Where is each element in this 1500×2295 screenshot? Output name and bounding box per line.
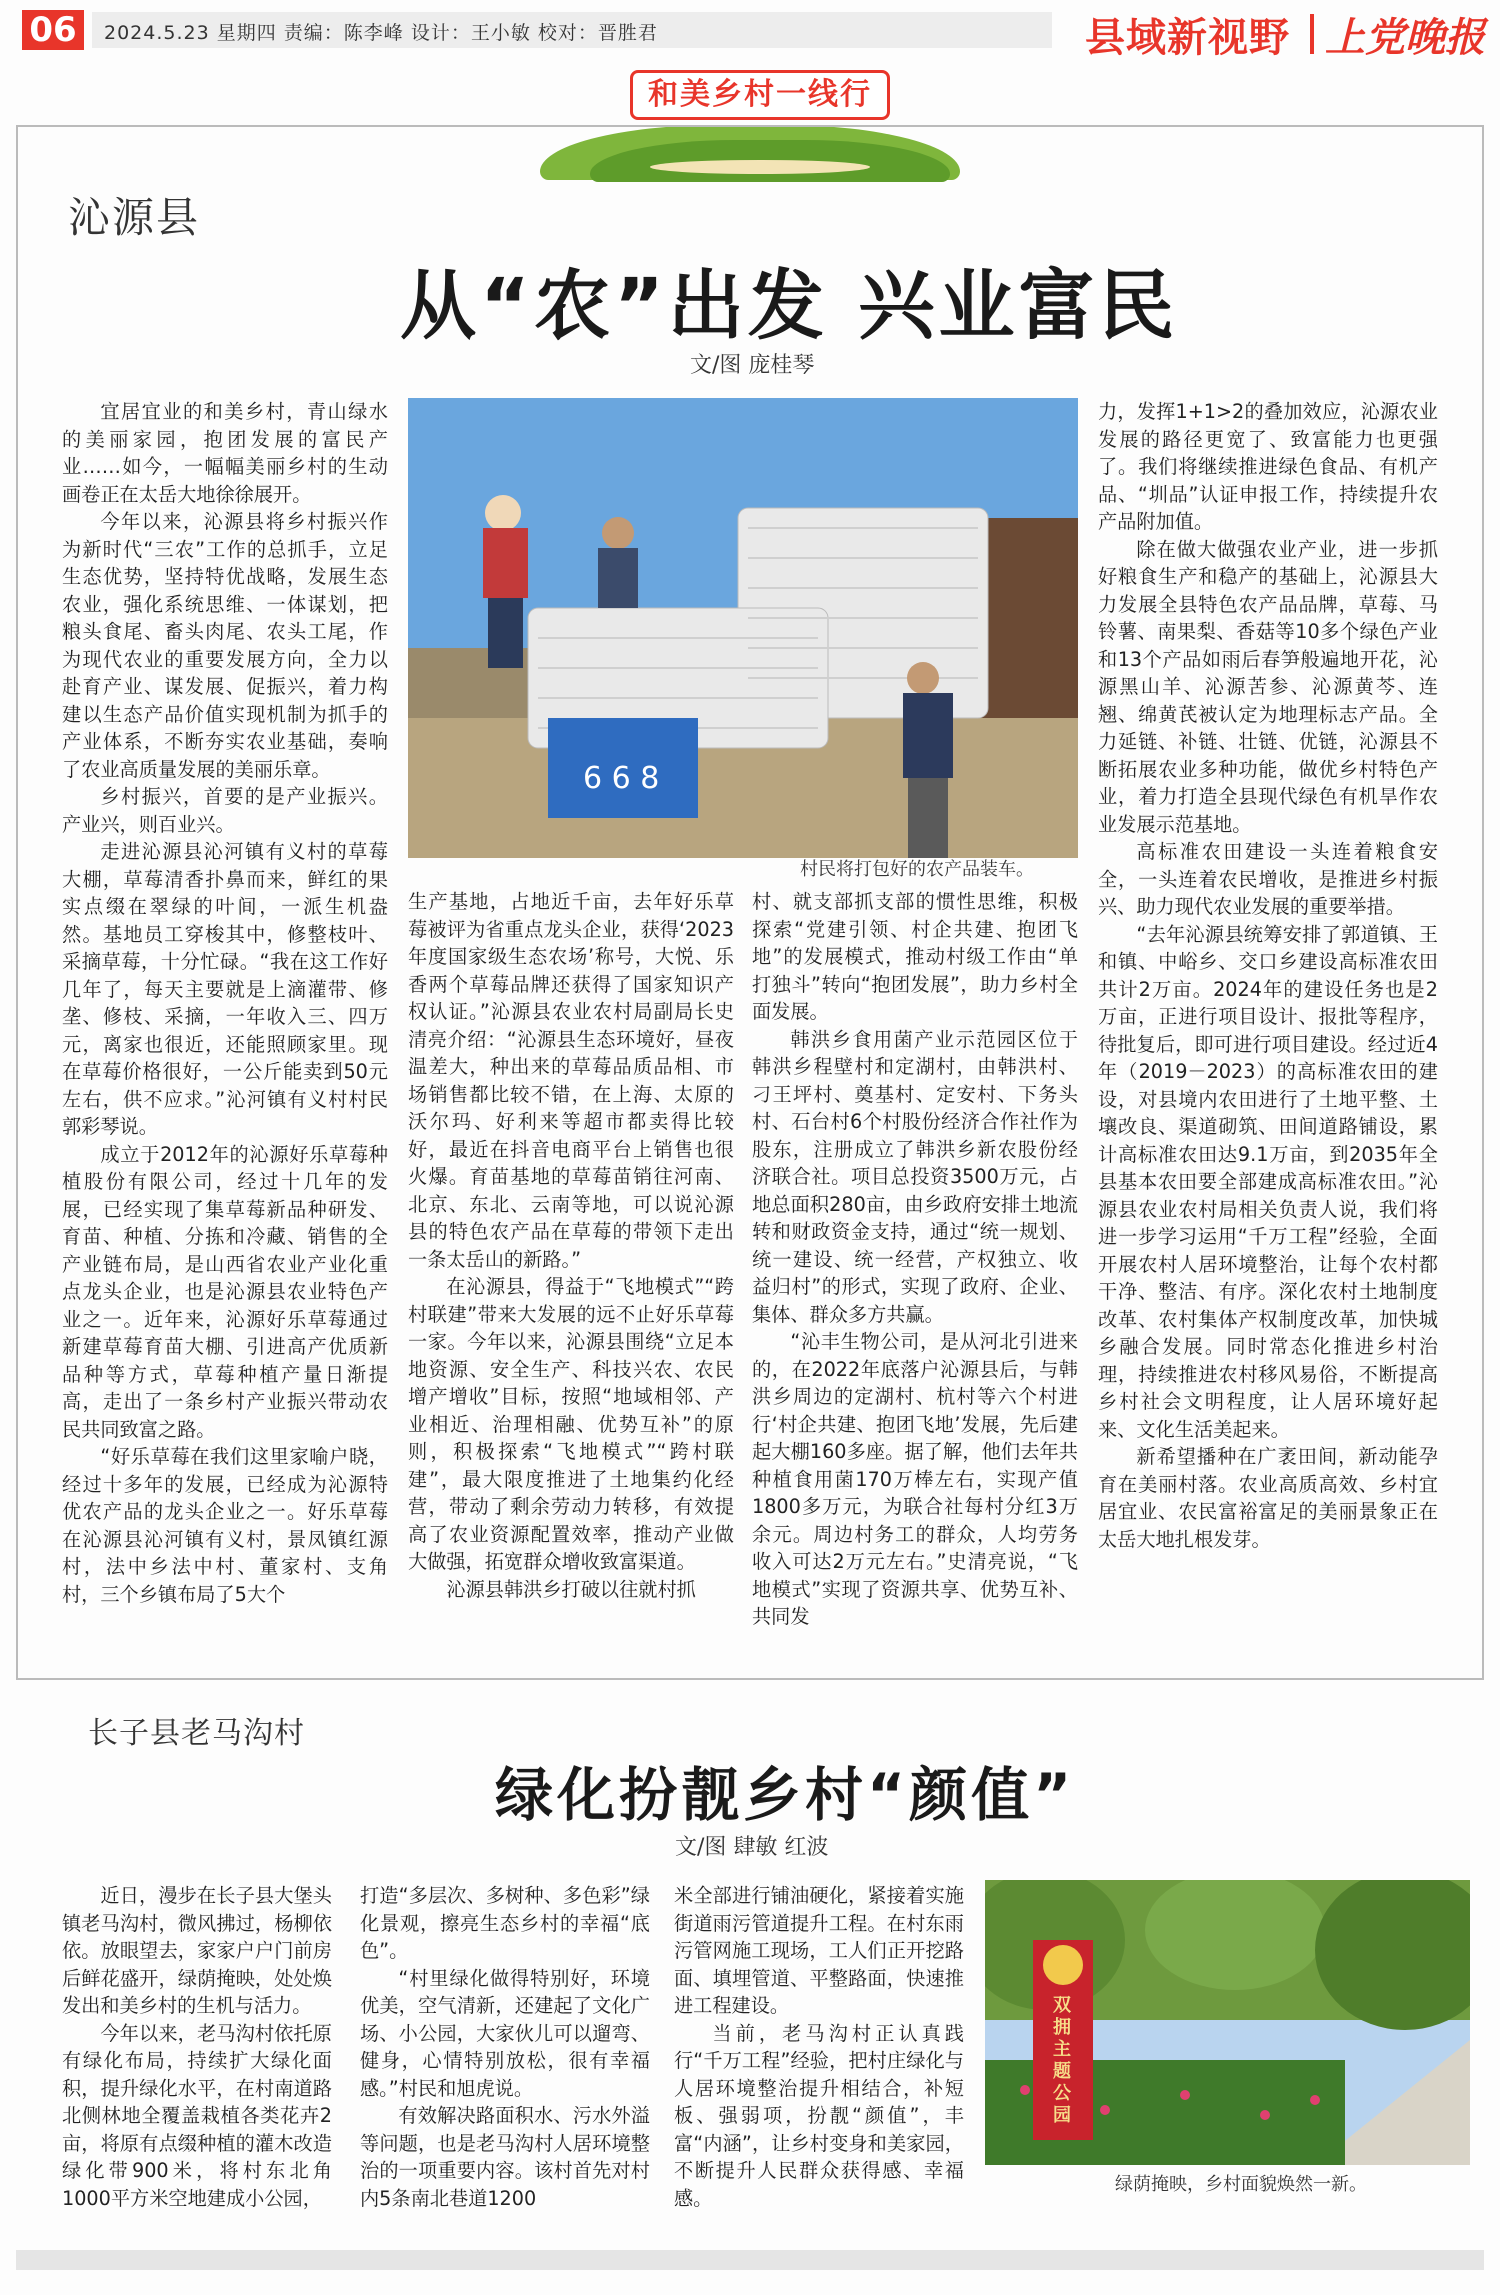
- paragraph: 在沁源县，得益于“飞地模式”“跨村联建”带来大发展的远不止好乐草莓一家。今年以来，沁源县围绕“立足本地资源、安全生产、科技兴农、农民增产增收”目标，按照“地域相邻、产业相近、治理相融、优势互补”的原则，积极探索“飞地模式”“跨村联建”，最大限度推进了土地集约化经营，带动了剩余劳动力转移，有效提高了农业资源配置效率，推动产业做大做强，拓宽群众增收致富渠道。: [408, 1275, 734, 1573]
- paragraph: 除在做大做强农业产业，进一步抓好粮食生产和稳产的基础上，沁源县大力发展全县特色农产品品牌，草莓、马铃薯、南果梨、香菇等10多个绿色产业和13个产品如雨后春笋般遍地开花，沁源黑山羊、沁源苦参、沁源黄芩、连翘、绵黄芪被认定为地理标志产品。全力延链、补链、壮链、优链，沁源县不断拓展农业多种功能，做优乡村特色产业，着力打造全县现代绿色有机旱作农业发展示范基地。: [1098, 537, 1438, 836]
- article1-column-1: [62, 398, 388, 1608]
- paragraph: 打造“多层次、多树种、多色彩”绿化景观，擦亮生态乡村的幸福“底色”。: [360, 1884, 650, 1962]
- page-number: 06: [22, 10, 84, 50]
- paragraph: 村、就支部抓支部的惯性思维，积极探索“党建引领、村企共建、抱团飞地”的发展模式，推动村级工作由“单打独斗”转向“抱团发展”，助力乡村全面发展。: [752, 890, 1078, 1023]
- article2-subtitle: 长子县老马沟村: [88, 1716, 305, 1751]
- article1-headline: 从“农”出发 兴业富民: [400, 261, 1179, 350]
- paragraph: 成立于2012年的沁源好乐草莓种植股份有限公司，经过十几年的发展，已经实现了集草莓新品种研发、育苗、种植、分拣和冷藏、销售的全产业链布局，是山西省农业产业化重点龙头企业，也是沁源县农业特色产业之一。近年来，沁源好乐草莓通过新建草莓育苗大棚、引进高产优质新品种等方式，草莓种植产量日渐提高，走出了一条乡村产业振兴带动农民共同致富之路。: [62, 1142, 388, 1441]
- paragraph: 力，发挥1+1>2的叠加效应，沁源农业发展的路径更宽了、致富能力也更强了。我们将继续推进绿色食品、有机产品、“圳品”认证申报工作，持续提升农产品附加值。: [1098, 400, 1438, 533]
- paragraph: “去年沁源县统筹安排了郭道镇、王和镇、中峪乡、交口乡建设高标准农田共计2万亩。2024年的建设任务也是2万亩，正进行项目设计、报批等程序，待批复后，即可进行项目建设。经过近4年（2019－2023）的高标准农田的建设，对县境内农田进行了土地平整、土壤改良、渠道砌筑、田间道路铺设，累计高标准农田达9.1万亩，到2035年全县基本农田要全部建成高标准农田。”沁源县农业农村局相关负责人说，我们将进一步学习运用“千万工程”经验，全面开展农村人居环境整治，让每个农村都干净、整洁、有序。深化农村土地制度改革、农村集体产权制度改革，加快城乡融合发展。同时常态化推进乡村治理，持续推进农村移风易俗，不断提高乡村社会文明程度，让人居环境好起来、文化生活美起来。: [1098, 922, 1438, 1441]
- paragraph: 韩洪乡食用菌产业示范园区位于韩洪乡程壁村和定湖村，由韩洪村、刁王坪村、奠基村、定安村、下务头村、石台村6个村股份经济合作社作为股东，注册成立了韩洪乡新农股份经济联合社。项目总投资3500万元，占地总面积280亩，由乡政府安排土地流转和财政资金支持，通过“统一规划、统一建设、统一经营，产权独立、收益归村”的形式，实现了政府、企业、集体、群众多方共赢。: [752, 1027, 1078, 1326]
- article2-headline: 绿化扮靓乡村“颜值”: [495, 1761, 1076, 1829]
- paragraph: 高标准农田建设一头连着粮食安全，一头连着农民增收，是推进乡村振兴、助力现代农业发展的重要举措。: [1098, 840, 1438, 918]
- paragraph: 有效解决路面积水、污水外溢等问题，也是老马沟村人居环境整治的一项重要内容。该村首先对村内5条南北巷道1200: [360, 2104, 650, 2210]
- article2-column-3: [674, 1882, 964, 2212]
- banner-label: 和美乡村一线行: [630, 70, 890, 120]
- paragraph: 近日，漫步在长子县大堡头镇老马沟村，微风拂过，杨柳依依。放眼望去，家家户户门前房后鲜花盛开，绿荫掩映，处处焕发出和美乡村的生机与活力。: [62, 1884, 332, 2017]
- paragraph: 乡村振兴，首要的是产业振兴。产业兴，则百业兴。: [62, 785, 388, 836]
- paragraph: “好乐草莓在我们这里家喻户晓，经过十多年的发展，已经成为沁源特优农产品的龙头企业之一。好乐草莓在沁源县沁河镇有义村，景凤镇红源村，法中乡法中村、董家村、支角村，三个乡镇布局了5大个: [62, 1445, 388, 1606]
- article1-column-2: [408, 888, 734, 1603]
- page-header: [0, 0, 1500, 70]
- newspaper-logo: 上党晚报: [1325, 14, 1485, 61]
- header-meta: 2024.5.23 星期四 责编：陈李峰 设计：王小敏 校对：晋胜君: [104, 22, 658, 44]
- article1-column-3: [752, 888, 1078, 1631]
- article2-column-2: [360, 1882, 650, 2212]
- article2-photo-caption: 绿荫掩映，乡村面貌焕然一新。: [1115, 2174, 1367, 2195]
- paragraph: 今年以来，老马沟村依托原有绿化布局，持续扩大绿化面积，提升绿化水平，在村南道路北侧林地全覆盖栽植各类花卉2亩，将原有点缀种植的灌木改造绿化带900米，将村东北角1000平方米空地建成小公园，: [62, 2021, 332, 2210]
- paragraph: 沁源县韩洪乡打破以往就村抓: [446, 1577, 696, 1601]
- paragraph: 走进沁源县沁河镇有义村的草莓大棚，草莓清香扑鼻而来，鲜红的果实点缀在翠绿的叶间，一派生机盎然。基地员工穿梭其中，修整枝叶、采摘草莓，十分忙碌。“我在这工作好几年了，每天主要就是上滴灌带、修垄、修枝、采摘，一年收入三、四万元，离家也很近，还能照顾家里。现在草莓价格很好，一公斤能卖到50元左右，供不应求。”沁河镇有义村村民郭彩琴说。: [62, 840, 388, 1138]
- paragraph: 今年以来，沁源县将乡村振兴作为新时代“三农”工作的总抓手，立足生态优势，坚持特优战略，发展生态农业，强化系统思维、一体谋划，把粮头食尾、畜头肉尾、农头工尾，作为现代农业的重要发展方向，全力以赴育产业、谋发展、促振兴，着力构建以生态产品价值实现机制为抓手的产业体系，不断夯实农业基础，奏响了农业高质量发展的美丽乐章。: [62, 510, 388, 781]
- paragraph: 生产基地，占地近千亩，去年好乐草莓被评为省重点龙头企业，获得‘2023年度国家级生态农场’称号，大悦、乐香两个草莓品牌还获得了国家知识产权认证。”沁源县农业农村局副局长史清亮介绍：“沁源县生态环境好，昼夜温差大，种出来的草莓品质品相、市场销售都比较不错，在上海、太原的沃尔玛、好利来等超市都卖得比较好，最近在抖音电商平台上销售也很火爆。育苗基地的草莓苗销往河南、北京、东北、云南等地，可以说沁源县的特色农产品在草莓的带领下走出一条太岳山的新路。”: [408, 890, 734, 1271]
- paragraph: 新希望播种在广袤田间，新动能孕育在美丽村落。农业高质高效、乡村宜居宜业、农民富裕富足的美丽景象正在太岳大地扎根发芽。: [1098, 1445, 1438, 1551]
- article2-byline: 文/图 肆敏 红波: [675, 1835, 829, 1860]
- paragraph: 宜居宜业的和美乡村，青山绿水的美丽家园，抱团发展的富民产业……如今，一幅幅美丽乡村的生动画卷正在太岳大地徐徐展开。: [62, 400, 388, 506]
- article2-column-1: [62, 1882, 332, 2212]
- article1-column-4: [1098, 398, 1438, 1553]
- article1-byline: 文/图 庞桂琴: [690, 353, 815, 378]
- truck-loading-photo: [408, 398, 1078, 858]
- article1-photo-caption: 村民将打包好的农产品装车。: [800, 859, 1034, 880]
- article1-county: 沁源县: [68, 193, 201, 242]
- paragraph: “村里绿化做得特别好，环境优美，空气清新，还建起了文化广场、小公园，大家伙儿可以遛弯、健身，心情特别放松，很有幸福感。”村民和旭虎说。: [360, 1966, 650, 2100]
- page-footer-bar: [16, 2250, 1484, 2270]
- article1-photo: [408, 398, 1078, 858]
- paragraph: “沁丰生物公司，是从河北引进来的，在2022年底落户沁源县后，与韩洪乡周边的定湖村、杭村等六个村进行‘村企共建、抱团飞地’发展，先后建起大棚160多座。据了解，他们去年共种植食用菌170万棒左右，实现产值1800多万元，为联合社每村分红3万余元。周边村务工的群众，人均劳务收入可达2万元左右。”史清亮说，“飞地模式”实现了资源共享、优势互补、共同发: [752, 1330, 1078, 1628]
- svg-text:6 6 8: 6 6 8: [583, 761, 660, 796]
- paragraph: 当前，老马沟村正认真践行“千万工程”经验，把村庄绿化与人居环境整治提升相结合，补短板、强弱项，扮靓“颜值”，丰富“内涵”，让乡村变身和美家园，不断提升人民群众获得感、幸福感。: [674, 2021, 964, 2210]
- park-sign-text: 双拥主题公园: [1053, 1995, 1071, 2126]
- article2-photo: [985, 1880, 1470, 2165]
- header-divider: [1310, 14, 1314, 54]
- column-name: 县域新视野: [1085, 15, 1290, 61]
- paragraph: 米全部进行铺油硬化，紧接着实施街道雨污管道提升工程。在村东雨污管网施工现场，工人们正开挖路面、填埋管道、平整路面，快速推进工程建设。: [674, 1884, 964, 2017]
